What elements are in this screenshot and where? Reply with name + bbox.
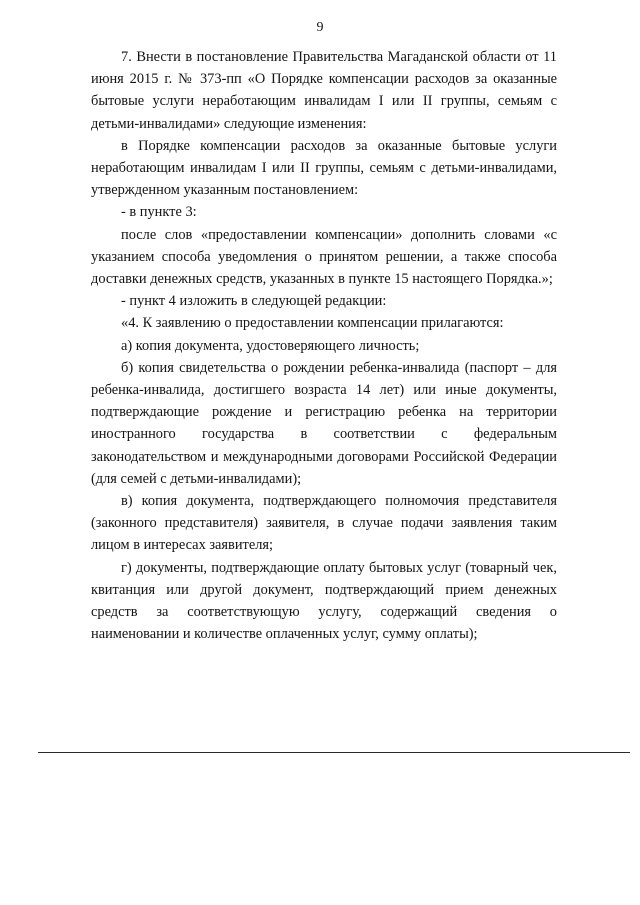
paragraph-item-4-new-text: «4. К заявлению о предоставлении компенсации прилагаются: xyxy=(121,315,504,332)
paragraph-item-3-heading: - в пункте 3: xyxy=(121,204,197,221)
list-item-v: в) копия документа, подтверждающего полномочия представителя (законного представителя) заявителя, в случае подачи заявления таким лицом в интересах заявителя; xyxy=(91,493,557,554)
paragraph-item-4-heading: - пункт 4 изложить в следующей редакции: xyxy=(121,293,387,310)
page-number: 9 xyxy=(316,20,324,35)
document-body xyxy=(91,46,557,645)
list-item-a: а) копия документа, удостоверяющего личность; xyxy=(121,337,420,354)
paragraph-procedure-reference: в Порядке компенсации расходов за оказанные бытовые услуги неработающим инвалидам I или II группы, семьям с детьми-инвалидами, утвержденном указанным постановлением: xyxy=(91,137,557,199)
list-item-g: г) документы, подтверждающие оплату бытовых услуг (товарный чек, квитанция или другой документ, подтверждающий прием денежных средств за соответствующую услугу, содержащий сведения о наименовании и количестве оплаченных услуг, сумму оплаты); xyxy=(91,559,557,643)
page-bottom-divider xyxy=(38,752,630,753)
list-item-b: б) копия свидетельства о рождении ребенка-инвалида (паспорт – для ребенка-инвалида, достигшего возраста 14 лет) или иные документы, подтверждающие рождение и регистрацию ребенка на территории иностранного государства в соответствии с федеральным законодательством и международными договорами Российской Федерации (для семей с детьми-инвалидами); xyxy=(91,359,557,487)
paragraph-item-3-change: после слов «предоставлении компенсации» дополнить словами «с указанием способа уведомления о принятом решении, а также способа доставки денежных средств, указанных в пункте 15 настоящего Порядка.»; xyxy=(91,226,557,288)
paragraph-amendment-intro: 7. Внести в постановление Правительства Магаданской области от 11 июня 2015 г. № 373-пп «О Порядке компенсации расходов за оказанные бытовые услуги неработающим инвалидам I или II группы, семьям с детьми-инвалидами» следующие изменения: xyxy=(91,49,557,132)
